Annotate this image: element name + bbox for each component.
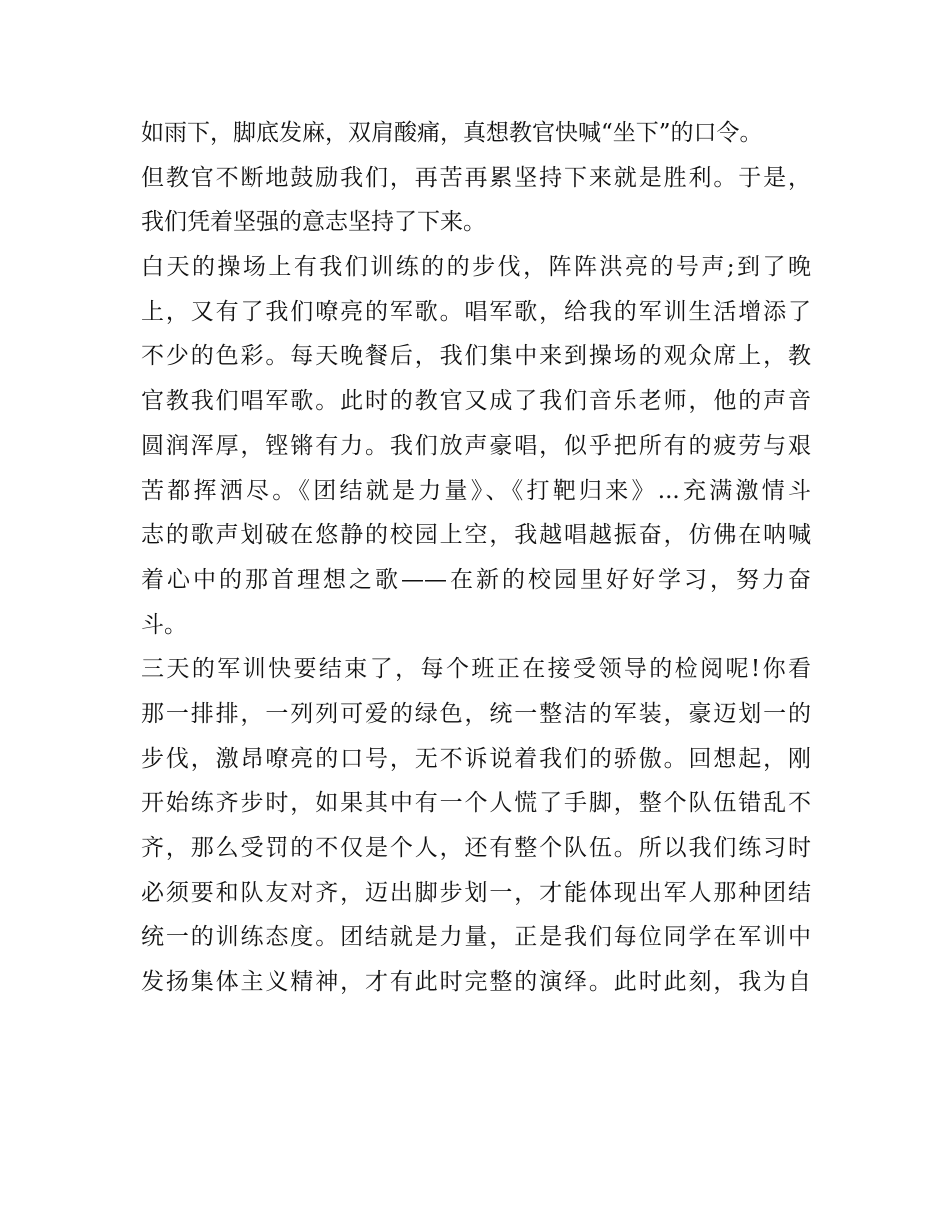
text-line: 苦都挥洒尽。《团结就是力量》、《打靶归来》...充满激情斗 (141, 477, 811, 504)
text-line: 我们凭着坚强的意志坚持了下来。 (141, 209, 486, 236)
text-line: 步伐，激昂嘹亮的口号，无不诉说着我们的骄傲。回想起，刚 (141, 745, 811, 772)
text-line: 斗。 (141, 611, 187, 638)
text-line: 如雨下，脚底发麻，双肩酸痛，真想教官快喊“坐下”的口令。 (141, 120, 763, 146)
text-line: 官教我们唱军歌。此时的教官又成了我们音乐老师，他的声音 (141, 388, 811, 415)
text-line: 三天的军训快要结束了，每个班正在接受领导的检阅呢!你看 (141, 656, 811, 683)
paragraph (141, 647, 811, 1005)
text-line: 齐，那么受罚的不仅是个人，还有整个队伍。所以我们练习时 (141, 835, 811, 861)
paragraph (141, 245, 811, 647)
text-line: 必须要和队友对齐，迈出脚步划一，才能体现出军人那种团结 (141, 879, 811, 906)
text-line: 发扬集体主义精神，才有此时完整的演绎。此时此刻，我为自 (141, 969, 811, 996)
text-line: 不少的色彩。每天晚餐后，我们集中来到操场的观众席上，教 (141, 343, 811, 370)
text-line: 圆润浑厚，铿锵有力。我们放声豪唱，似乎把所有的疲劳与艰 (141, 432, 811, 459)
text-line: 上，又有了我们嘹亮的军歌。唱军歌，给我的军训生活增添了 (141, 298, 811, 325)
text-line: 白天的操场上有我们训练的的步伐，阵阵洪亮的号声;到了晚 (141, 254, 811, 281)
paragraph (141, 111, 811, 245)
text-line: 志的歌声划破在悠静的校园上空，我越唱越振奋，仿佛在呐喊 (141, 522, 811, 549)
text-line: 但教官不断地鼓励我们，再苦再累坚持下来就是胜利。于是， (141, 164, 811, 191)
text-line: 统一的训练态度。团结就是力量，正是我们每位同学在军训中 (141, 924, 811, 951)
text-line: 那一排排，一列列可爱的绿色，统一整洁的军装，豪迈划一的 (141, 700, 811, 727)
text-line: 着心中的那首理想之歌——在新的校园里好好学习，努力奋 (141, 566, 811, 593)
text-line: 开始练齐步时，如果其中有一个人慌了手脚，整个队伍错乱不 (141, 790, 811, 817)
document-body (141, 111, 811, 1005)
